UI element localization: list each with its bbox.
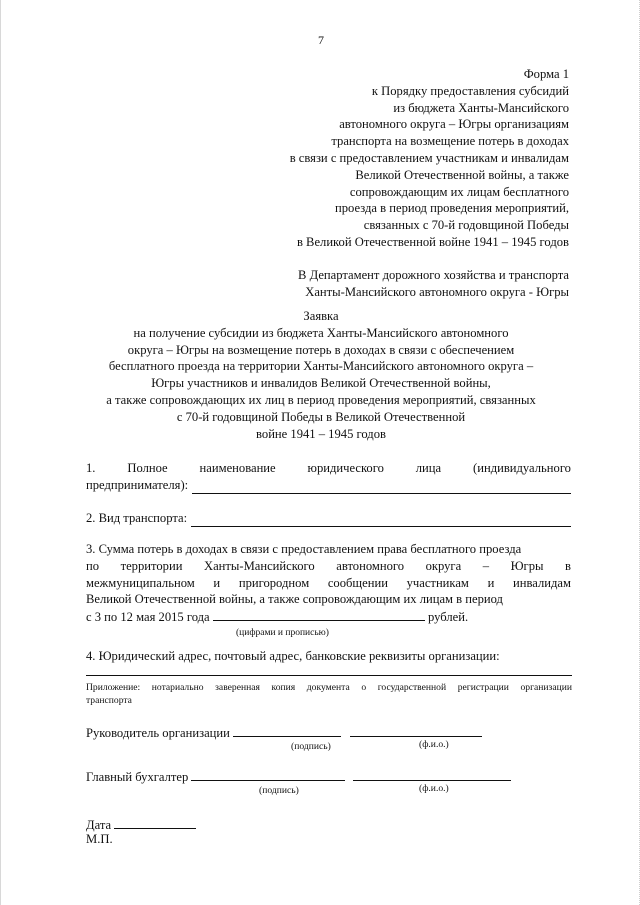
header-line: автономного округа – Югры организациям	[339, 117, 569, 132]
header-line: Великой Отечественной войны, а также	[355, 167, 569, 182]
subtitle-line: округа – Югры на возмещение потерь в доходах в связи с обеспечением	[127, 342, 515, 357]
header-line: сопровождающим их лицам бесплатного	[349, 184, 569, 199]
subtitle-line: бесплатного проезда на территории Ханты-Мансийского автономного округа –	[108, 359, 534, 374]
company-name-field[interactable]: предпринимателя):	[86, 477, 571, 494]
subtitle-line: с 70-й годовщиной Победы в Великой Отечественной	[176, 409, 466, 424]
header-line: из бюджета Ханты-Мансийского	[393, 100, 569, 115]
accountant-signature-field[interactable]	[191, 768, 345, 781]
item-4-label: 4. Юридический адрес, почтовый адрес, банковские реквизиты организации:	[86, 649, 500, 663]
head-name-field[interactable]	[350, 724, 482, 737]
date-field[interactable]	[114, 816, 196, 829]
form-header	[290, 66, 569, 300]
item-4	[86, 648, 571, 665]
document-title-block	[61, 308, 581, 442]
head-label: Руководитель организации	[86, 726, 230, 740]
transport-type-field[interactable]: 2. Вид транспорта:	[86, 510, 571, 527]
document-title: Заявка	[303, 309, 339, 323]
header-line: в Великой Отечественной войне 1941 – 1945 годов	[296, 234, 569, 249]
head-name-caption: (ф.и.о.)	[419, 739, 449, 750]
accountant-name-field[interactable]	[353, 768, 511, 781]
requisites-field[interactable]	[86, 675, 572, 676]
subtitle-line: а также сопровождающих их лиц в период проведения мероприятий, связанных	[106, 392, 536, 407]
stamp-label: М.П.	[86, 832, 113, 846]
accountant-name-caption: (ф.и.о.)	[419, 783, 449, 794]
item-1	[86, 460, 571, 494]
head-sign-caption: (подпись)	[291, 741, 331, 752]
accountant-label: Главный бухгалтер	[86, 770, 189, 784]
subtitle-line: Югры участников и инвалидов Великой Отечественной войны,	[151, 376, 491, 391]
item-3: 3. Сумма потерь в доходах в связи с предоставлением права бесплатного проезда по территории Ханты-Мансийского автономного округа – Югры в межмуниципальном и пригородном сообщении участникам и инвалидам Великой Отечественной войны, а также сопровождающим их лицам в период с 3 по 12 мая 2015 года рублей. (цифрами и прописью)	[86, 541, 571, 642]
date-row	[86, 816, 196, 833]
date-label: Дата	[86, 818, 112, 832]
header-line: к Порядку предоставления субсидий	[371, 83, 569, 98]
addressee-line: Ханты-Мансийского автономного округа - Югры	[305, 284, 569, 299]
header-line: в связи с предоставлением участникам и инвалидам	[289, 150, 569, 165]
form-label: Форма 1	[523, 67, 569, 81]
attachment-note: Приложение: нотариально заверенная копия документа о государственной регистрации организации транспорта	[86, 682, 572, 706]
header-line: проезда в период проведения мероприятий,	[335, 201, 569, 216]
head-signature-field[interactable]	[233, 724, 341, 737]
item-2	[86, 510, 571, 527]
header-line: транспорта на возмещение потерь в доходах	[331, 134, 569, 149]
loss-amount-field[interactable]: с 3 по 12 мая 2015 года рублей.	[86, 610, 469, 625]
header-line: связанных с 70-й годовщиной Победы	[363, 218, 569, 233]
addressee-line: В Департамент дорожного хозяйства и транспорта	[298, 267, 569, 282]
subtitle-line: войне 1941 – 1945 годов	[256, 426, 386, 441]
amount-caption: (цифрами и прописью)	[236, 627, 329, 638]
item-1-line-1: 1. Полное наименование юридического лица (индивидуального	[86, 461, 571, 475]
subtitle-line: на получение субсидии из бюджета Ханты-Мансийского автономного	[133, 325, 509, 340]
page-number: 7	[318, 33, 324, 47]
accountant-sign-caption: (подпись)	[259, 785, 299, 796]
